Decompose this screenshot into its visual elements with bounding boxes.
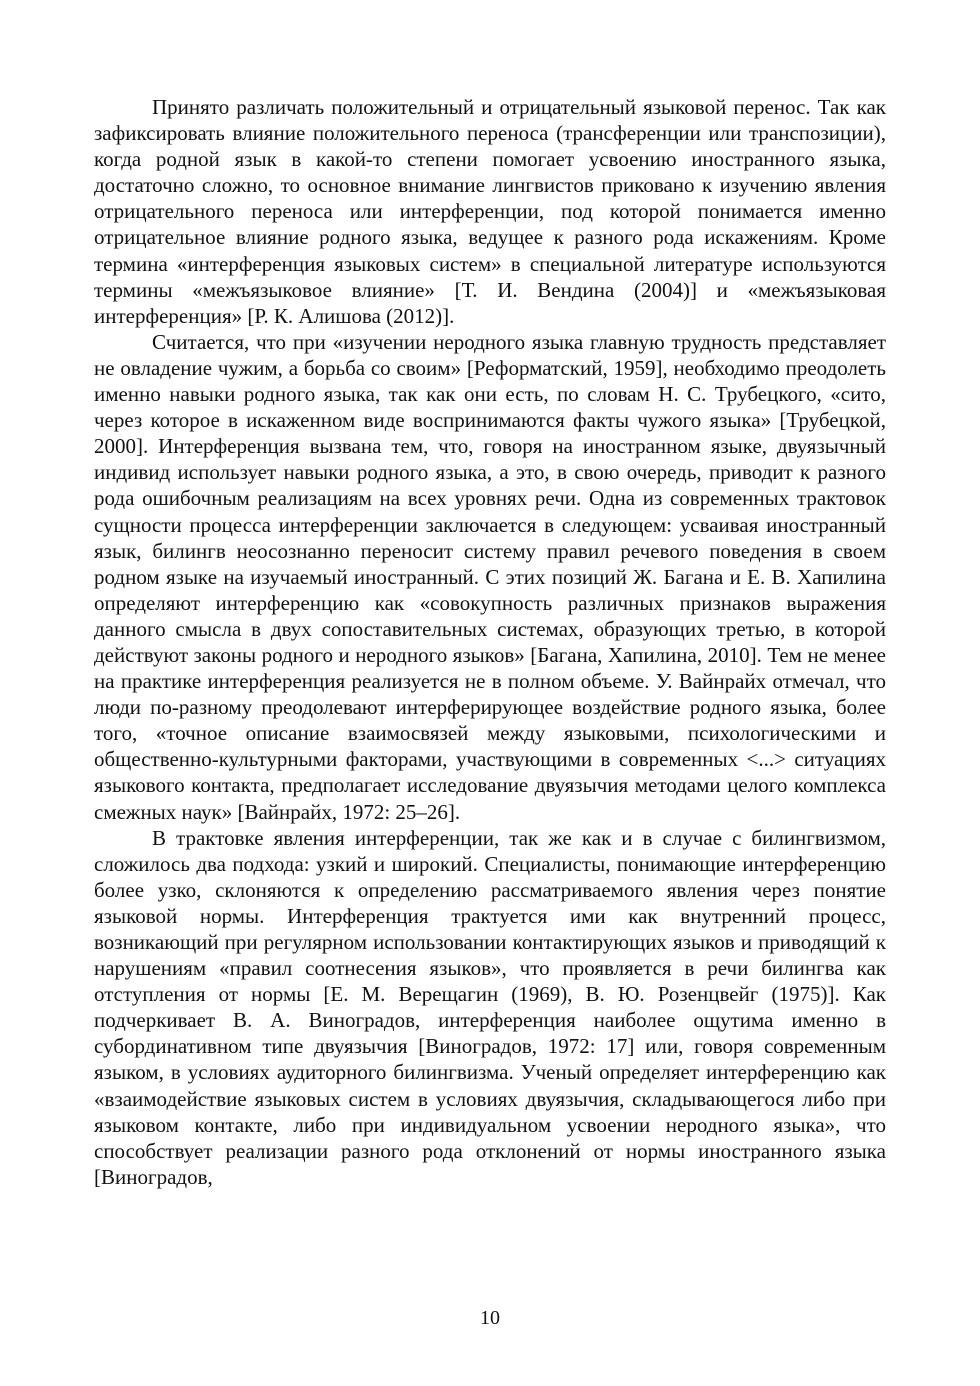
page-number: 10 — [480, 1307, 500, 1329]
paragraph-3: В трактовке явления интерференции, так же как и в случае с билингвизмом, сложилось два подхода: узкий и широкий. Специалисты, понимающие интерференцию более узко, склоняются к определению рассматриваемого явления через понятие языковой нормы. Интерференция трактуется ими как внутренний процесс, возникающий при регулярном использовании контактирующих языков и приводящий к нарушениям «правил соотнесения языков», что проявляется в речи билингва как отступления от нормы [Е. М. Верещагин (1969), В. Ю. Розенцвейг (1975)]. Как подчеркивает В. А. Виноградов, интерференция наиболее ощутима именно в субординативном типе двуязычия [Виноградов, 1972: 17] или, говоря современным языком, в условиях аудиторного билингвизма. Ученый определяет интерференцию как «взаимодействие языковых систем в условиях двуязычия, складывающегося либо при языковом контакте, либо при индивидуальном усвоении неродного языка», что способствует реализации разного рода отклонений от нормы иностранного языка [Виноградов, — [94, 825, 886, 1189]
paragraph-1: Принято различать положительный и отрицательный языковой перенос. Так как зафиксировать влияние положительного переноса (трансференции или транспозиции), когда родной язык в какой-то степени помогает усвоению иностранного языка, достаточно сложно, то основное внимание лингвистов приковано к изучению явления отрицательного переноса или интерференции, под которой понимается именно отрицательное влияние родного языка, ведущее к разного рода искажениям. Кроме термина «интерференция языковых систем» в специальной литературе используются термины «межъязыковое влияние» [Т. И. Вендина (2004)] и «межъязыковая интерференция» [Р. К. Алишова (2012)]. — [94, 95, 886, 328]
paragraph-2: Считается, что при «изучении неродного языка главную трудность представляет не овладение чужим, а борьба со своим» [Реформатский, 1959], необходимо преодолеть именно навыки родного языка, так как они есть, по словам Н. С. Трубецкого, «сито, через которое в искаженном виде воспринимаются факты чужого языка» [Трубецкой, 2000]. Интерференция вызвана тем, что, говоря на иностранном языке, двуязычный индивид использует навыки родного языка, а это, в свою очередь, приводит к разного рода ошибочным реализациям на всех уровнях речи. Одна из современных трактовок сущности процесса интерференции заключается в следующем: усваивая иностранный язык, билингв неосознанно переносит систему правил речевого поведения в своем родном языке на изучаемый иностранный. С этих позиций Ж. Багана и Е. В. Хапилина определяют интерференцию как «совокупность различных признаков выражения данного смысла в двух сопоставительных системах, образующих третью, в которой действуют законы родного и неродного языков» [Багана, Хапилина, 2010]. Тем не менее на практике интерференция реализуется не в полном объеме. У. Вайнрайх отмечал, что люди по-разному преодолевают интерферирующее воздействие родного языка, более того, «точное описание взаимосвязей между языковыми, психологическими и общественно-культурными факторами, участвующими в современных <...> ситуациях языкового контакта, предполагает исследование двуязычия методами целого комплекса смежных наук» [Вайнрайх, 1972: 25–26]. — [94, 329, 886, 824]
document-body — [94, 94, 886, 1190]
